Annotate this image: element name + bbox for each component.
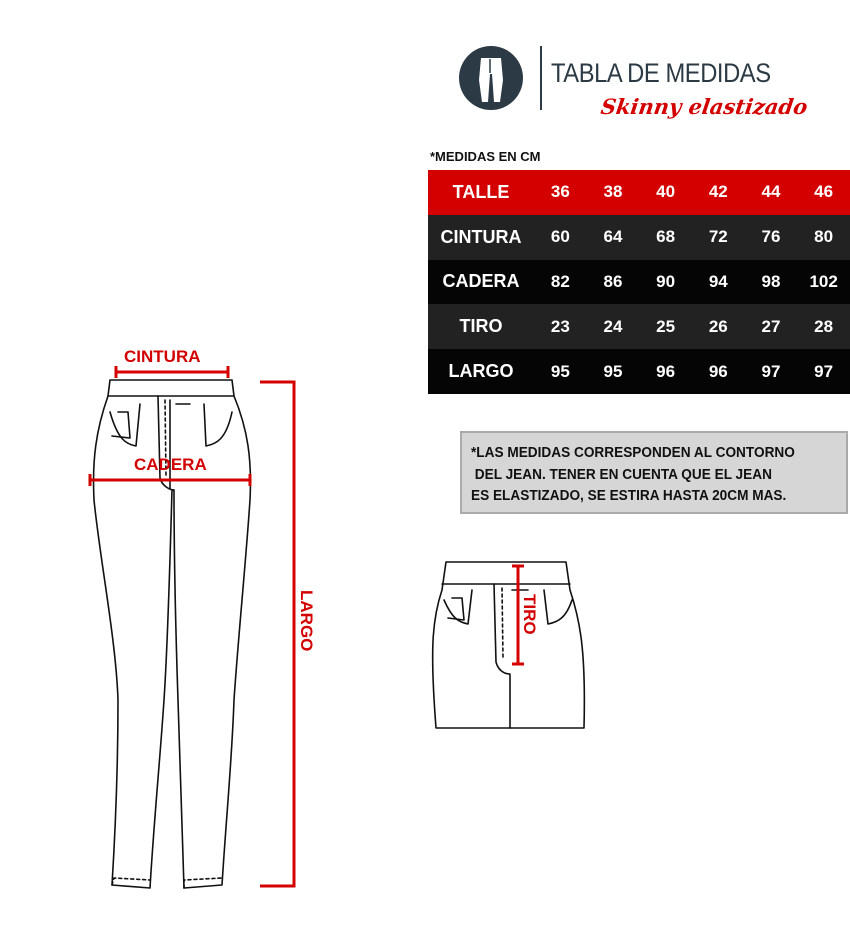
table-cell: 24: [603, 316, 623, 336]
table-cell: 76: [761, 227, 781, 247]
size-header-cell: 36: [550, 182, 570, 202]
jeans-outline-small: [433, 562, 585, 728]
page-title: TABLA DE MEDIDAS: [551, 58, 771, 88]
table-cell: 95: [603, 361, 623, 381]
units-note: *MEDIDAS EN CM: [430, 149, 541, 164]
rise-label: TIRO: [520, 594, 539, 635]
table-cell: 90: [656, 271, 676, 291]
table-cell: 86: [603, 271, 623, 291]
table-cell: 23: [550, 316, 570, 336]
table-cell: 96: [708, 361, 728, 381]
table-cell: 96: [656, 361, 676, 381]
page-subtitle: Skinny elastizado: [599, 94, 810, 119]
table-cell: 97: [761, 361, 781, 381]
disclaimer-line: ES ELASTIZADO, SE ESTIRA HASTA 20CM MAS.: [471, 488, 787, 504]
table-cell: 98: [761, 271, 781, 291]
hip-label: CADERA: [134, 455, 207, 474]
row-label: TIRO: [459, 316, 503, 337]
size-header-cell: 46: [814, 182, 834, 202]
disclaimer-line: DEL JEAN. TENER EN CUENTA QUE EL JEAN: [471, 466, 772, 483]
table-cell: 28: [814, 316, 834, 336]
table-cell: 94: [708, 271, 728, 291]
row-label: LARGO: [448, 361, 514, 382]
table-cell: 27: [761, 316, 781, 336]
row-label: CADERA: [442, 271, 520, 292]
size-header-cell: 42: [708, 182, 728, 202]
table-cell: 68: [656, 227, 676, 247]
size-header-label: TALLE: [452, 181, 510, 202]
table-cell: 26: [708, 316, 728, 336]
waist-measure: [116, 366, 228, 378]
table-cell: 102: [809, 271, 838, 291]
row-label: CINTURA: [440, 226, 522, 247]
table-cell: 72: [708, 227, 728, 247]
disclaimer-line: *LAS MEDIDAS CORRESPONDEN AL CONTORNO: [471, 445, 795, 461]
size-header-cell: 40: [656, 182, 676, 202]
table-cell: 82: [550, 271, 570, 291]
table-cell: 95: [550, 361, 570, 381]
length-measure: [260, 382, 294, 886]
table-cell: 97: [814, 361, 834, 381]
table-cell: 64: [603, 227, 623, 247]
table-cell: 60: [550, 227, 570, 247]
waist-label: CINTURA: [124, 347, 201, 366]
table-cell: 80: [814, 227, 834, 247]
length-label: LARGO: [297, 590, 316, 652]
size-header-cell: 44: [761, 182, 781, 202]
size-header-cell: 38: [603, 182, 623, 202]
table-cell: 25: [656, 316, 676, 336]
